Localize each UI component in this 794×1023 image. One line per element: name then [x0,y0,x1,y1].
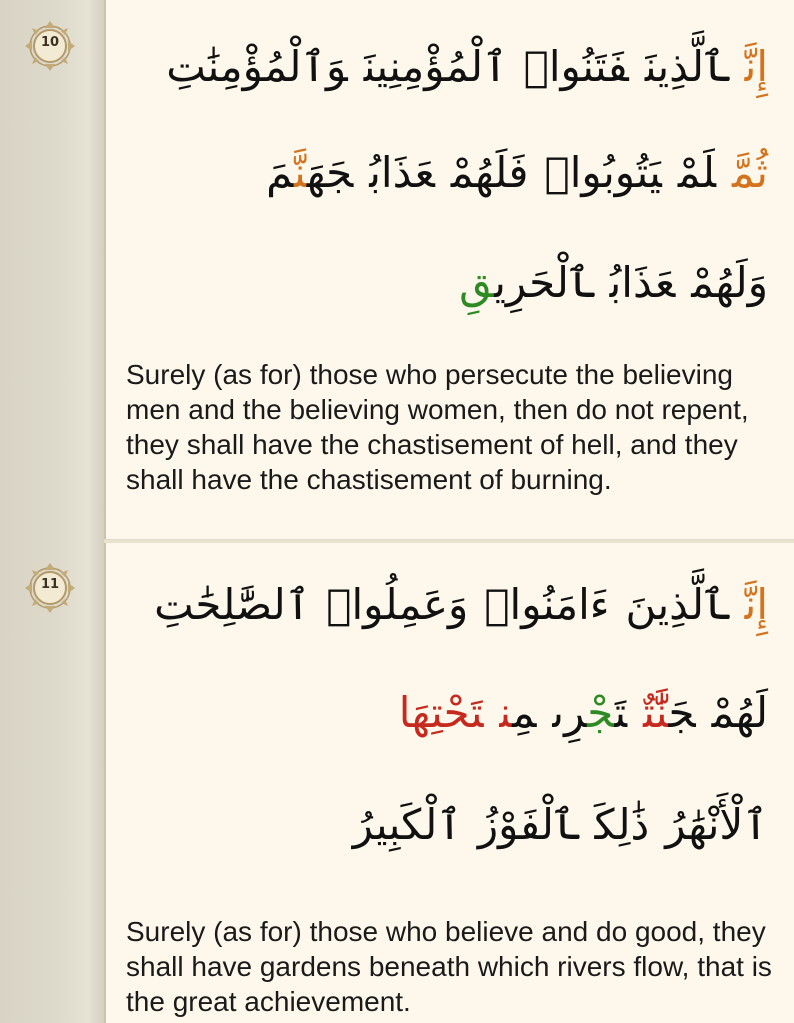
arabic-word[interactable] [626,580,729,629]
arabic-line [138,580,768,629]
arabic-line [250,148,768,197]
arabic-word[interactable] [745,580,768,629]
arabic-word[interactable] [643,688,695,737]
arabic-word[interactable] [610,258,676,307]
arabic-text-segment: ٱلْكَبِيرُ [352,800,462,849]
arabic-text-segment: وَلَهُمْ [691,258,768,307]
arabic-text-segment: لَمْ [677,148,717,197]
tajweed-colored-segment: جْ [587,688,615,737]
arabic-word[interactable] [266,148,353,197]
arabic-text-segment: ٱلَّذِينَ [625,580,729,629]
arabic-text-segment: تَ [614,688,628,737]
tajweed-colored-segment: ن [499,688,513,737]
arabic-word[interactable] [326,580,468,629]
arabic-text-segment: جَهَ [306,148,354,197]
arabic-text-segment: فَتَنُوا۟ [523,42,629,91]
arabic-word[interactable] [732,148,768,197]
arabic-word[interactable] [166,42,348,91]
ayah-number: 10 [40,35,60,50]
tajweed-colored-segment: تَحْتِهَا [398,688,484,737]
tajweed-colored-segment: قِ [459,258,495,307]
arabic-line [150,42,768,91]
arabic-word[interactable] [552,688,627,737]
arabic-word[interactable] [478,800,579,849]
arabic-text-segment: مِ [512,688,537,737]
arabic-word[interactable] [484,580,609,629]
arabic-word[interactable] [399,688,484,737]
arabic-word[interactable] [745,42,768,91]
arabic-text-segment: ٱلْمُؤْمِنِينَ [363,42,508,91]
arabic-word[interactable] [665,800,768,849]
ayah-number-icon[interactable] [22,18,78,74]
tajweed-colored-segment: إِنَّ [744,580,768,629]
verse-block-10[interactable] [40,0,794,540]
tajweed-colored-segment: ثُمَّ [732,148,768,197]
arabic-text-segment: عَذَابُ [369,148,435,197]
tajweed-colored-segment: نَّٰتٌ [643,688,669,737]
arabic-word[interactable] [524,42,629,91]
verse-translation: Surely (as for) those who persecute the believing men and the believing women, then do not repent, they shall have the chastisement of hell, and they shall have the chastisement of burning. [126,359,749,495]
arabic-line [337,800,768,849]
arabic-word[interactable] [353,800,462,849]
arabic-word[interactable] [459,258,593,307]
arabic-word[interactable] [595,800,650,849]
arabic-text-segment: فَلَهُمْ [450,148,529,197]
arabic-text-segment: يَتُوبُوا۟ [544,148,662,197]
tajweed-colored-segment: إِنَّ [744,42,768,91]
arabic-word[interactable] [154,580,310,629]
ayah-number-icon[interactable] [22,560,78,616]
verse-translation: Surely (as for) those who believe and do good, they shall have gardens beneath which rivers flow, that is the great achievement. [126,916,772,1017]
arabic-text-segment: ٱلْفَوْزُ [477,800,579,849]
arabic-word[interactable] [678,148,716,197]
left-margin-strip [0,0,106,1023]
ayah-number: 11 [40,577,60,592]
arabic-word[interactable] [364,42,508,91]
arabic-text-segment: ٱلْحَرِي [494,258,594,307]
arabic-text-segment: ٱلْأَنْهَٰرُ [665,800,768,849]
arabic-text-segment: لَهُمْ [711,688,768,737]
arabic-text-segment: رِى [552,688,588,737]
arabic-text-segment: ٱلَّذِينَ [644,42,729,91]
arabic-word[interactable] [712,688,768,737]
arabic-text-segment: وَعَمِلُوا۟ [326,580,469,629]
arabic-text-segment: ذَٰلِكَ [594,800,650,849]
arabic-text-segment: مَ [266,148,295,197]
arabic-line [383,688,768,737]
arabic-word[interactable] [451,148,529,197]
arabic-word[interactable] [369,148,435,197]
arabic-word[interactable] [545,148,662,197]
arabic-text-segment: ءَامَنُوا۟ [484,580,610,629]
arabic-text-segment: وَٱلْمُؤْمِنَٰتِ [166,42,348,91]
arabic-word[interactable] [691,258,768,307]
verse-block-11[interactable] [40,542,794,1023]
arabic-word[interactable] [499,688,536,737]
tajweed-colored-segment: نَّ [294,148,307,197]
arabic-text-segment: ٱلصَّٰلِحَٰتِ [154,580,311,629]
arabic-line [443,258,768,307]
arabic-text-segment: عَذَابُ [609,258,676,307]
arabic-word[interactable] [645,42,729,91]
arabic-text-segment: جَ [668,688,696,737]
